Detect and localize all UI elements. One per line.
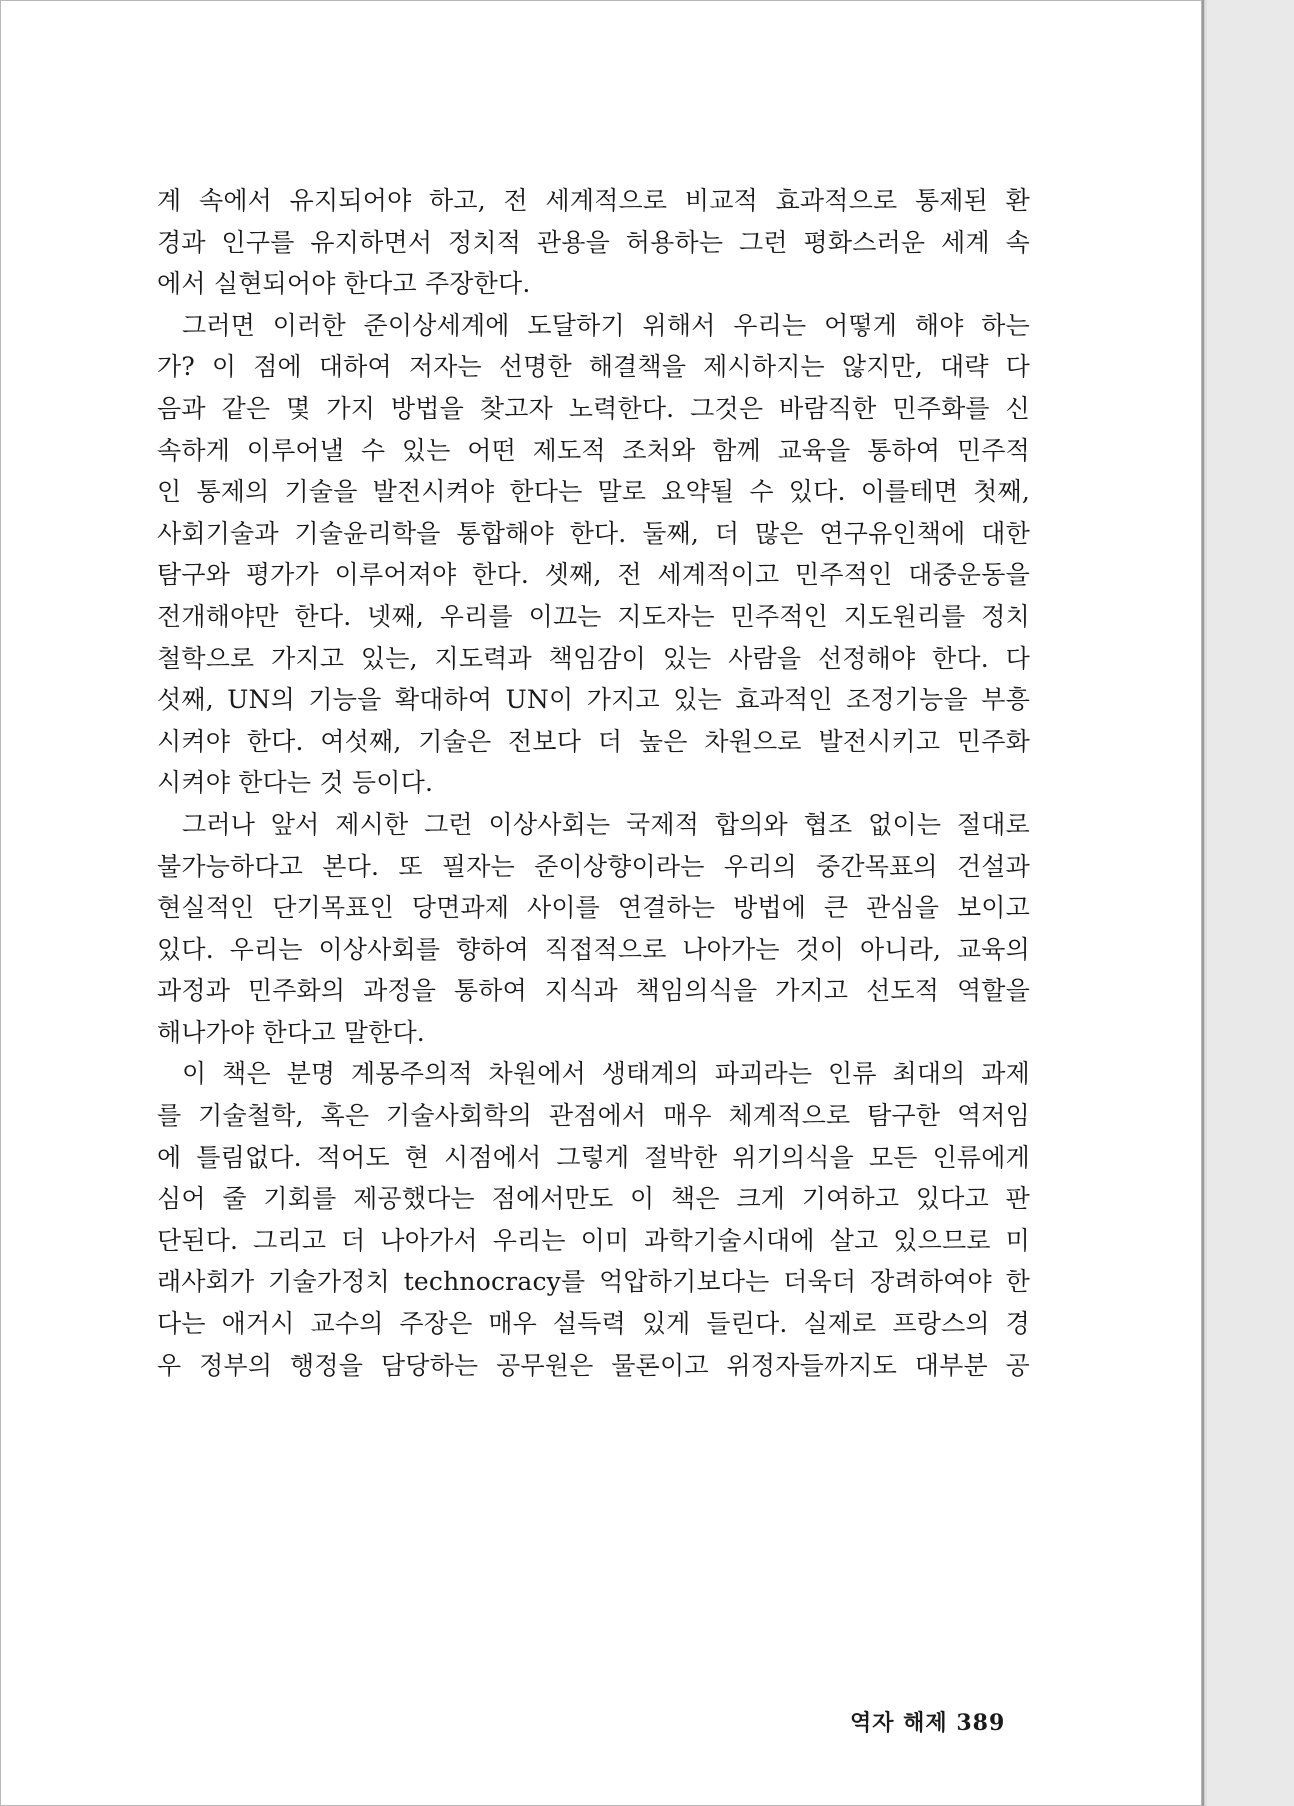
text-line: 사회기술과 기술윤리학을 통합해야 한다. 둘째, 더 많은 연구유인책에 대한 — [157, 518, 1030, 548]
text-line: 다는 애거시 교수의 주장은 매우 설득력 있게 들린다. 실제로 프랑스의 경 — [157, 1309, 1030, 1339]
text-line: 전개해야만 한다. 넷째, 우리를 이끄는 지도자는 민주적인 지도원리를 정치 — [157, 601, 1030, 631]
text-line: 과정과 민주화의 과정을 통하여 지식과 책임의식을 가지고 선도적 역할을 — [157, 976, 1030, 1006]
text-line: 심어 줄 기회를 제공했다는 점에서만도 이 책은 크게 기여하고 있다고 판 — [157, 1184, 1030, 1214]
text-line: 있다. 우리는 이상사회를 향하여 직접적으로 나아가는 것이 아니라, 교육의 — [157, 934, 1030, 964]
text-line: 철학으로 가지고 있는, 지도력과 책임감이 있는 사람을 선정해야 한다. 다 — [157, 643, 1030, 673]
text-line: 현실적인 단기목표인 당면과제 사이를 연결하는 방법에 큰 관심을 보이고 — [157, 893, 1030, 923]
text-line: 탐구와 평가가 이루어져야 한다. 셋째, 전 세계적이고 민주적인 대중운동을 — [157, 560, 1030, 590]
text-line: 시켜야 한다. 여섯째, 기술은 전보다 더 높은 차원으로 발전시키고 민주화 — [157, 726, 1030, 756]
text-line: 에서 실현되어야 한다고 주장한다. — [157, 269, 531, 299]
text-line: 경과 인구를 유지하면서 정치적 관용을 허용하는 그런 평화스러운 세계 속 — [157, 227, 1030, 257]
text-line: 이 책은 분명 계몽주의적 차원에서 생태계의 파괴라는 인류 최대의 과제 — [182, 1059, 1030, 1089]
text-line: 우 정부의 행정을 담당하는 공무원은 물론이고 위정자들까지도 대부분 공 — [157, 1350, 1030, 1380]
text-line: 그러나 앞서 제시한 그런 이상사회는 국제적 합의와 협조 없이는 절대로 — [182, 809, 1030, 839]
text-line: 계 속에서 유지되어야 하고, 전 세계적으로 비교적 효과적으로 통제된 환 — [157, 186, 1030, 215]
text-line: 그러면 이러한 준이상세계에 도달하기 위해서 우리는 어떻게 해야 하는 — [182, 310, 1030, 340]
page-edge — [1202, 0, 1204, 1806]
text-line: 단된다. 그리고 더 나아가서 우리는 이미 과학기술시대에 살고 있으므로 미 — [157, 1225, 1030, 1255]
text-line: 를 기술철학, 혹은 기술사회학의 관점에서 매우 체계적으로 탐구한 역저임 — [157, 1101, 1030, 1131]
text-line: 불가능하다고 본다. 또 필자는 준이상향이라는 우리의 중간목표의 건설과 — [157, 851, 1030, 881]
text-line: 섯째, UN의 기능을 확대하여 UN이 가지고 있는 효과적인 조정기능을 부흥 — [157, 685, 1030, 715]
text-line: 시켜야 한다는 것 등이다. — [157, 768, 434, 798]
page-footer: 역자 해제 389 — [850, 1710, 1006, 1736]
text-line: 가? 이 점에 대하여 저자는 선명한 해결책을 제시하지는 않지만, 대략 다 — [157, 352, 1030, 382]
text-line: 래사회가 기술가정치 technocracy를 억압하기보다는 더욱더 장려하여야 한 — [157, 1267, 1030, 1297]
text-line: 인 통제의 기술을 발전시켜야 한다는 말로 요약될 수 있다. 이를테면 첫째, — [157, 477, 1030, 507]
text-line: 해나가야 한다고 말한다. — [157, 1017, 425, 1047]
body-text — [157, 180, 1030, 1386]
text-line: 음과 같은 몇 가지 방법을 찾고자 노력한다. 그것은 바람직한 민주화를 신 — [157, 393, 1030, 423]
text-line: 속하게 이루어낼 수 있는 어떤 제도적 조처와 함께 교육을 통하여 민주적 — [157, 435, 1030, 465]
text-line: 에 틀림없다. 적어도 현 시점에서 그렇게 절박한 위기의식을 모든 인류에게 — [157, 1142, 1030, 1172]
